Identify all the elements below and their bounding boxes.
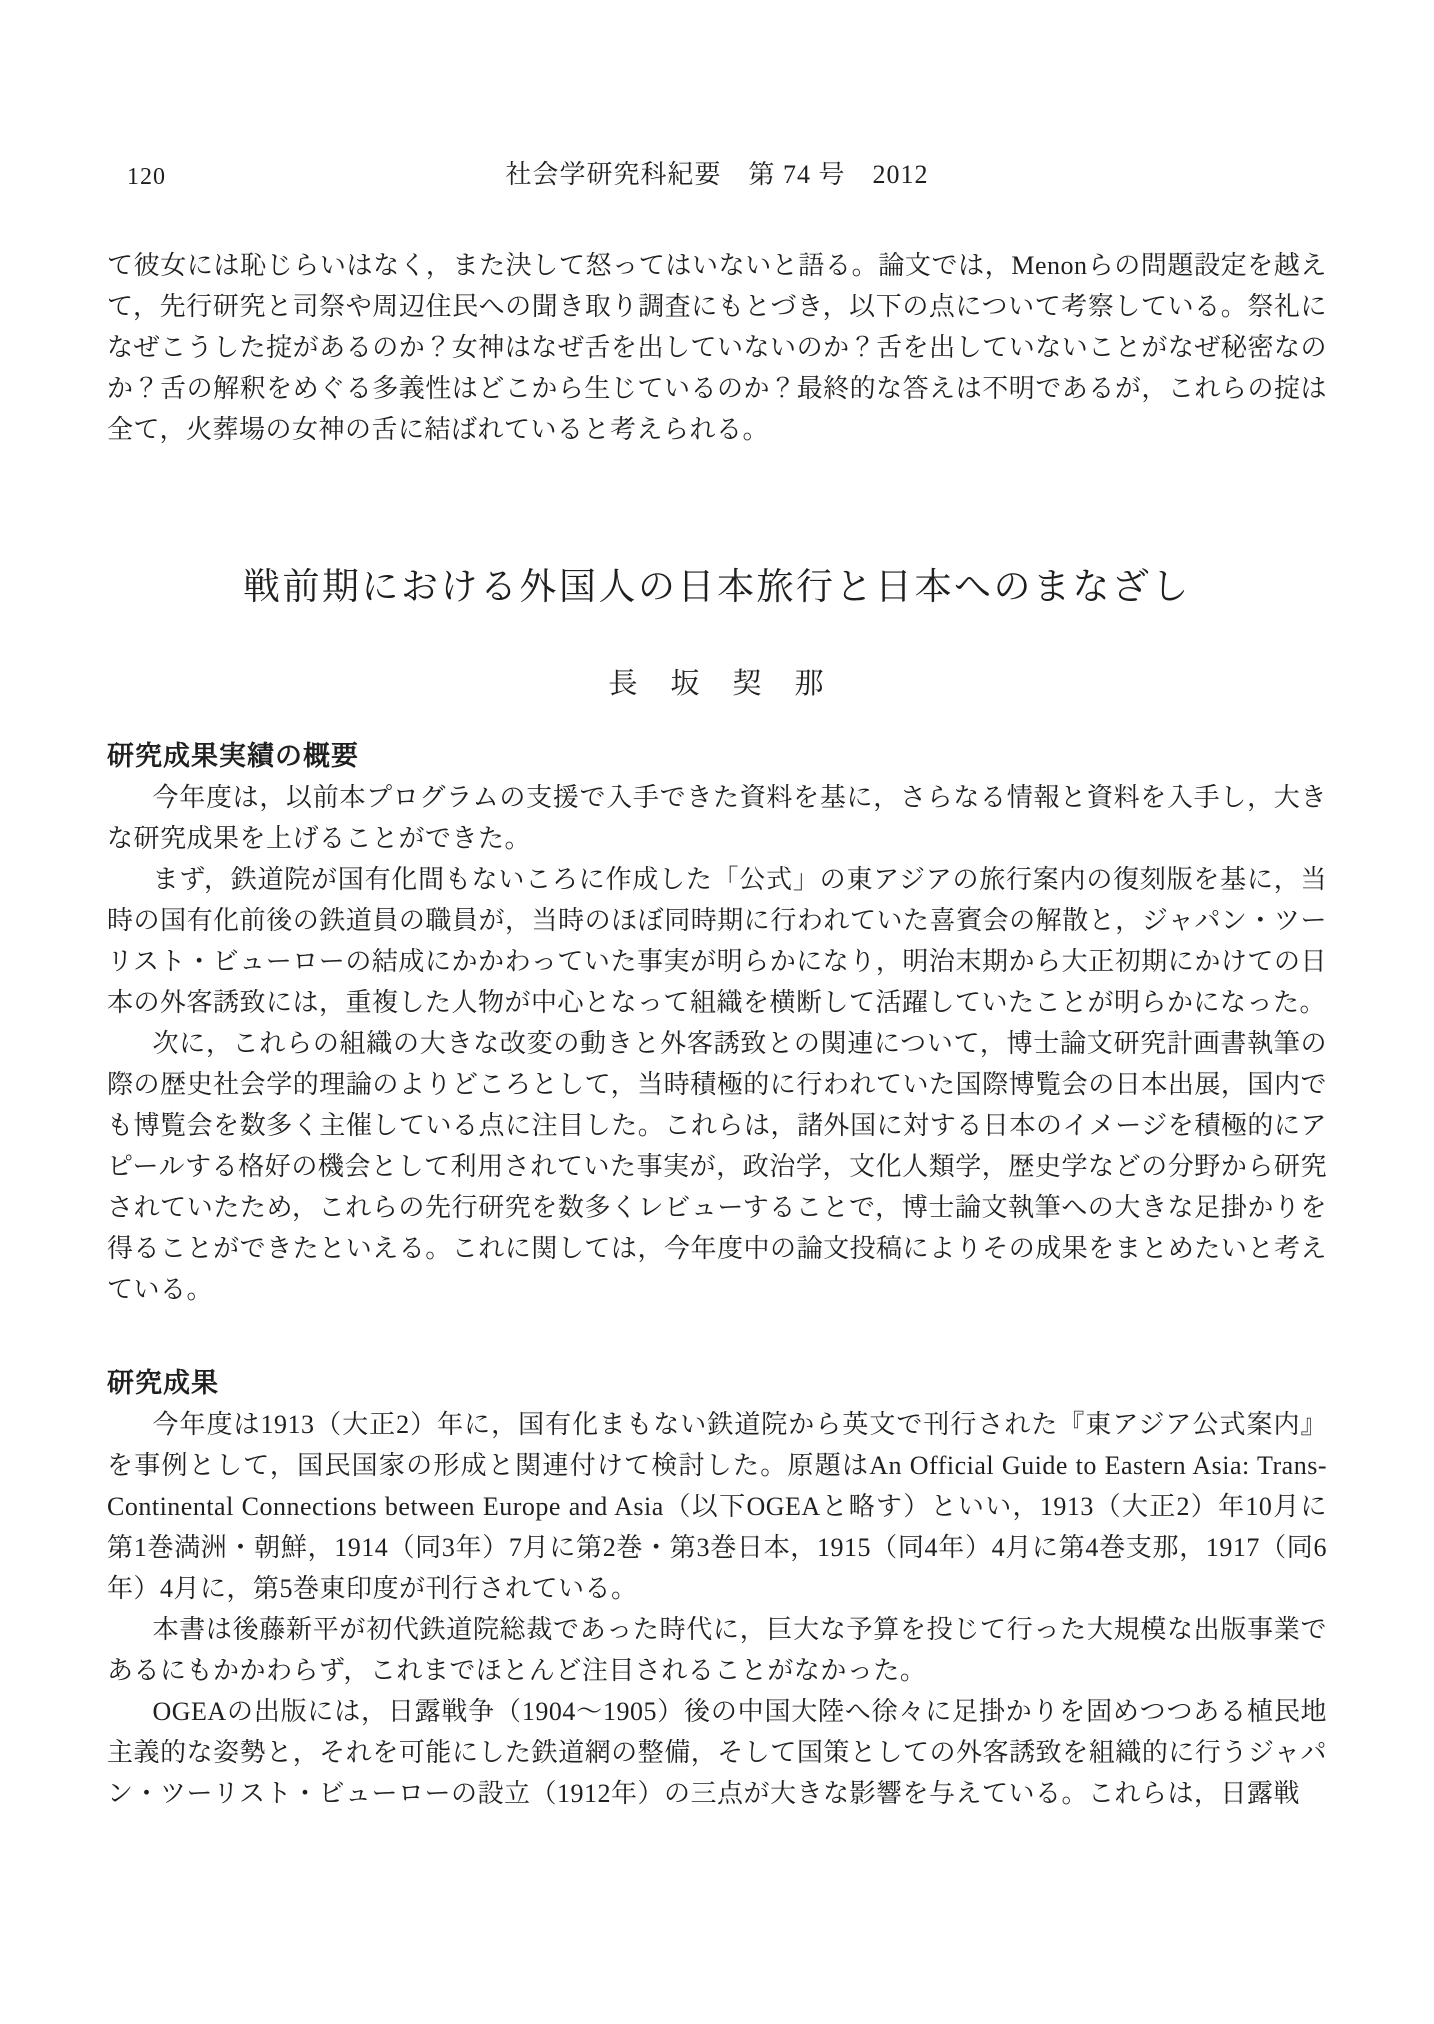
overview-paragraph-2: まず，鉄道院が国有化間もないころに作成した「公式」の東アジアの旅行案内の復刻版を基に，当時の国有化前後の鉄道員の職員が，当時のほぼ同時期に行われていた喜賓会の解散と，ジャパン・ツーリスト・ビューローの結成にかかわっていた事実が明らかになり，明治末期から大正初期にかけての日本の外客誘致には，重複した人物が中心となって組織を横断して活躍していたことが明らかになった。 [107, 865, 1327, 1017]
section-heading-results: 研究成果 [107, 1368, 219, 1398]
article-title: 戦前期における外国人の日本旅行と日本へのまなざし [243, 567, 1191, 608]
page-number: 120 [127, 164, 166, 190]
results-paragraph-1: 今年度は1913（大正2）年に，国有化まもない鉄道院から英文で刊行された『東アジア公式案内』を事例として，国民国家の形成と関連付けて検討した。原題はAn Official Guide to Eastern Asia: Trans-Continental Connections between Europe and Asia（以下OGEAと略す）といい，1913（大正2）年10月に第1巻満洲・朝鮮，1914（同3年）7月に第2巻・第3巻日本，1915（同4年）4月に第4巻支那，1917（同6年）4月に，第5巻東印度が刊行されている。 [107, 1410, 1327, 1603]
page-content [107, 245, 1327, 1814]
overview-paragraph-3: 次に，これらの組織の大きな改変の動きと外客誘致との関連について，博士論文研究計画書執筆の際の歴史社会学的理論のよりどころとして，当時積極的に行われていた国際博覧会の日本出展，国内でも博覧会を数多く主催している点に注目した。これらは，諸外国に対する日本のイメージを積極的にアピールする格好の機会として利用されていた事実が，政治学，文化人類学，歴史学などの分野から研究されていたため，これらの先行研究を数多くレビューすることで，博士論文執筆への大きな足掛かりを得ることができたといえる。これに関しては，今年度中の論文投稿によりその成果をまとめたいと考えている。 [107, 1029, 1327, 1304]
section-heading-overview: 研究成果実績の概要 [107, 741, 359, 771]
journal-header: 社会学研究科紀要 第 74 号 2012 [505, 160, 929, 189]
results-paragraph-2: 本書は後藤新平が初代鉄道院総裁であった時代に，巨大な予算を投じて行った大規模な出版事業であるにもかかわらず，これまでほとんど注目されることがなかった。 [107, 1615, 1327, 1685]
overview-paragraph-1: 今年度は，以前本プログラムの支援で入手できた資料を基に，さらなる情報と資料を入手し，大きな研究成果を上げることができた。 [107, 783, 1327, 853]
article-author: 長 坂 契 那 [608, 668, 826, 700]
previous-article-closing-paragraph: て彼女には恥じらいはなく，また決して怒ってはいないと語る。論文では，Menonらの問題設定を越えて，先行研究と司祭や周辺住民への聞き取り調査にもとづき，以下の点について考察している。祭礼になぜこうした掟があるのか？女神はなぜ舌を出していないのか？舌を出していないことがなぜ秘密なのか？舌の解釈をめぐる多義性はどこから生じているのか？最終的な答えは不明であるが，これらの掟は全て，火葬場の女神の舌に結ばれていると考えられる。 [107, 251, 1327, 444]
results-paragraph-3: OGEAの出版には，日露戦争（1904～1905）後の中国大陸へ徐々に足掛かりを固めつつある植民地主義的な姿勢と，それを可能にした鉄道網の整備，そして国策としての外客誘致を組織的に行うジャパン・ツーリスト・ビューローの設立（1912年）の三点が大きな影響を与えている。これらは，日露戦 [107, 1697, 1327, 1808]
running-head [107, 158, 1327, 192]
